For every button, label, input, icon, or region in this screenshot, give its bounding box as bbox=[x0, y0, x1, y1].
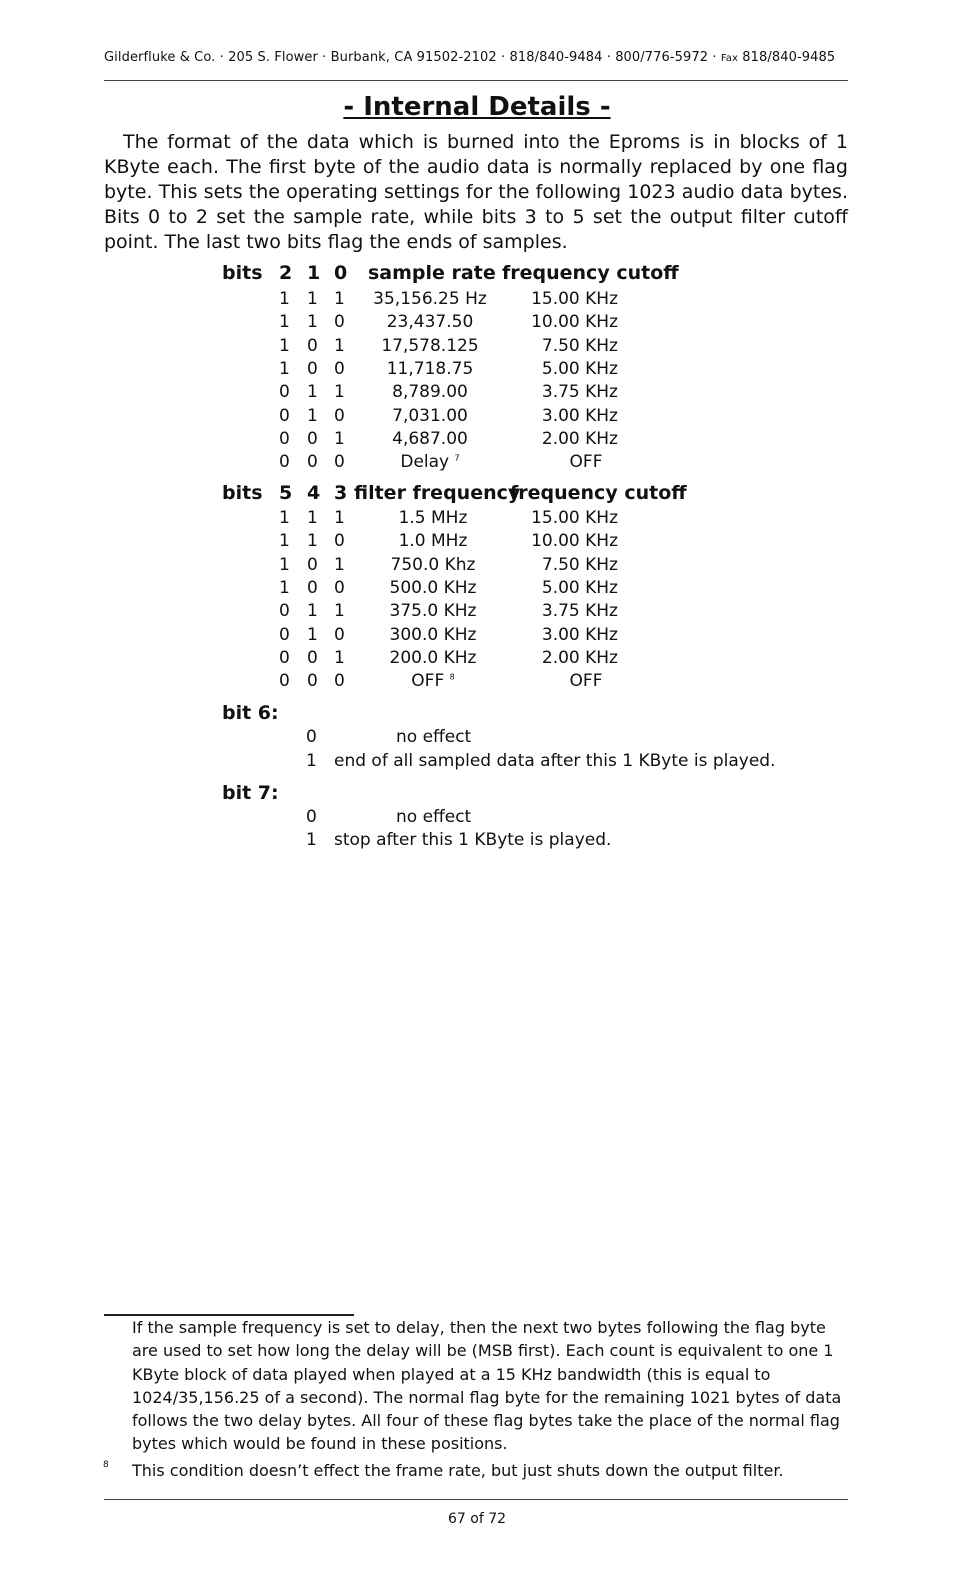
table1-bit-b: 1 bbox=[307, 382, 318, 403]
table2-row bbox=[0, 625, 954, 649]
footnote-7: If the sample frequency is set to delay, then the next two bytes following the flag byte are used to set how long the delay will be (MSB first). Each count is equivalent to one 1 KByte block of data played when played at a 15 KHz bandwidth (this is equal to 1024/35,156.25 of a second). The normal flag byte for the remaining 1021 bytes of data follows the two delay bytes. All four of these flag bytes take the place of the normal flag bytes which would be found in these positions. bbox=[132, 1318, 842, 1454]
bit7-row-text: stop after this 1 KByte is played. bbox=[334, 830, 612, 850]
table2-bit-c: 0 bbox=[334, 577, 345, 598]
table2-bit-b: 1 bbox=[307, 624, 318, 645]
table1-value: 4,687.00 bbox=[392, 428, 468, 449]
table2-bit-c: 1 bbox=[334, 601, 345, 622]
table2-value: 500.0 KHz bbox=[389, 577, 477, 598]
table1-cutoff: OFF bbox=[569, 452, 603, 473]
header-fax-label: Fax bbox=[720, 53, 739, 64]
bit7-row bbox=[0, 807, 954, 831]
table1-row bbox=[0, 359, 954, 383]
table2-row bbox=[0, 555, 954, 579]
bit6-label: bit 6: bbox=[222, 702, 279, 724]
table2-header-value: filter frequency bbox=[354, 482, 521, 504]
table1-cutoff: 3.75 KHz bbox=[541, 382, 618, 403]
bit7-section bbox=[0, 782, 954, 806]
bit6-section bbox=[0, 702, 954, 726]
table2-value-cell bbox=[353, 531, 513, 551]
table1-row bbox=[0, 382, 954, 406]
table2-bit-a: 0 bbox=[279, 647, 290, 668]
table1-bit-a: 0 bbox=[279, 382, 290, 403]
table2-value: 1.5 MHz bbox=[398, 508, 468, 528]
bit6-row-text: no effect bbox=[396, 727, 472, 747]
table2-bit-b: 0 bbox=[307, 554, 318, 575]
table2-footnote-ref: 8 bbox=[449, 672, 455, 682]
table1-bit-c: 0 bbox=[334, 405, 345, 426]
table2-cutoff: 15.00 KHz bbox=[531, 508, 618, 528]
table1-value: 8,789.00 bbox=[392, 382, 468, 403]
header-address: 205 S. Flower bbox=[228, 50, 318, 65]
table2-cutoff: 2.00 KHz bbox=[541, 647, 618, 668]
table1-bit-b: 1 bbox=[307, 405, 318, 426]
table1-bit-a: 0 bbox=[279, 405, 290, 426]
bit7-label: bit 7: bbox=[222, 782, 279, 804]
table2-value: 300.0 KHz bbox=[389, 624, 477, 645]
bit7-row-text: no effect bbox=[396, 807, 472, 827]
header-phone2: 800/776-5972 bbox=[615, 50, 709, 65]
table1-bit-a: 1 bbox=[279, 289, 290, 309]
table1-row bbox=[0, 429, 954, 453]
table2-bit-b: 0 bbox=[307, 647, 318, 668]
table2-bit-b: 1 bbox=[307, 601, 318, 622]
table2-header-bits: bits bbox=[222, 482, 263, 504]
table1-value: 11,718.75 bbox=[386, 358, 474, 379]
table1-cutoff: 7.50 KHz bbox=[541, 335, 618, 356]
table1-cutoff: 5.00 KHz bbox=[541, 358, 618, 379]
table1-bit-b: 1 bbox=[307, 289, 318, 309]
table2-bit-b: 1 bbox=[307, 531, 318, 552]
table2-bit-b: 0 bbox=[307, 577, 318, 598]
table2-cutoff: 3.00 KHz bbox=[541, 624, 618, 645]
table2-bit-a: 1 bbox=[279, 577, 290, 598]
table2-value-cell bbox=[353, 625, 513, 645]
header-phone1: 818/840-9484 bbox=[509, 50, 603, 65]
table2-cutoff: 3.75 KHz bbox=[541, 601, 618, 622]
table2-cutoff: 5.00 KHz bbox=[541, 577, 618, 598]
table2-cutoff: 10.00 KHz bbox=[531, 531, 618, 552]
table1-value-cell bbox=[350, 452, 510, 472]
table1-value: 35,156.25 Hz bbox=[373, 289, 487, 309]
table2-row bbox=[0, 671, 954, 695]
intro-text: The format of the data which is burned into the Eproms is in blocks of 1 KByte each. The first byte of the audio data is normally replaced by one flag byte. This sets the operating settings for the following 1023 audio data bytes. Bits 0 to 2 set the sample rate, while bits 3 to 5 set the output filter cutoff point. The last two bits flag the ends of samples. bbox=[104, 131, 848, 253]
table2-row bbox=[0, 648, 954, 672]
table1-cutoff: 10.00 KHz bbox=[531, 312, 618, 333]
table1-bit-c: 1 bbox=[334, 335, 345, 356]
table2-bit-a: 0 bbox=[279, 671, 290, 692]
table2-bit-c: 1 bbox=[334, 508, 345, 528]
table1-bit-c: 0 bbox=[334, 358, 345, 379]
header-divider bbox=[104, 80, 848, 81]
table1-header-bit0: 0 bbox=[334, 262, 348, 284]
table1-header-bit2: 2 bbox=[279, 262, 293, 284]
table2-header bbox=[0, 482, 954, 506]
header-fax: 818/840-9485 bbox=[742, 50, 836, 65]
table1-row bbox=[0, 336, 954, 360]
table1-header-cutoff: frequency cutoff bbox=[502, 262, 679, 284]
table1-value: 23,437.50 bbox=[386, 312, 474, 333]
table1-cutoff: 3.00 KHz bbox=[541, 405, 618, 426]
table1-bit-b: 1 bbox=[307, 312, 318, 333]
table1-row bbox=[0, 452, 954, 476]
bit6-row-bit: 0 bbox=[306, 727, 317, 747]
page-number: 67 of 72 bbox=[447, 1511, 507, 1527]
table1-bit-c: 1 bbox=[334, 289, 345, 309]
table1-value: 7,031.00 bbox=[392, 405, 468, 426]
table1-value: Delay bbox=[400, 452, 450, 473]
table2-bit-a: 1 bbox=[279, 554, 290, 575]
intro-paragraph bbox=[104, 130, 848, 255]
table2-value: 750.0 Khz bbox=[390, 554, 476, 575]
bit6-row bbox=[0, 751, 954, 775]
bit6-row-bit: 1 bbox=[306, 751, 317, 771]
table2-bit-c: 0 bbox=[334, 671, 345, 692]
footer-divider bbox=[104, 1499, 848, 1500]
table1-value-cell bbox=[350, 429, 510, 449]
table2-bit-c: 0 bbox=[334, 624, 345, 645]
table2-value: 200.0 KHz bbox=[389, 647, 477, 668]
table1-value-cell bbox=[350, 312, 510, 332]
table1-cutoff: 15.00 KHz bbox=[531, 289, 618, 309]
bit7-row-bit: 1 bbox=[306, 830, 317, 850]
table1-bit-b: 0 bbox=[307, 358, 318, 379]
table2-bit-a: 0 bbox=[279, 601, 290, 622]
table1-bit-a: 1 bbox=[279, 335, 290, 356]
table2-value: 1.0 MHz bbox=[398, 531, 468, 552]
table1-value-cell bbox=[350, 382, 510, 402]
table2-value-cell bbox=[353, 648, 513, 668]
table1-row bbox=[0, 289, 954, 313]
table2-row bbox=[0, 601, 954, 625]
table1-value-cell bbox=[350, 359, 510, 379]
table2-value: OFF bbox=[411, 671, 445, 692]
table1-bit-a: 1 bbox=[279, 358, 290, 379]
table1-bit-c: 1 bbox=[334, 382, 345, 403]
table2-value-cell bbox=[353, 578, 513, 598]
bit7-row bbox=[0, 830, 954, 854]
table1-header bbox=[0, 262, 954, 286]
table1-header-value: sample rate bbox=[368, 262, 496, 284]
table2-header-cutoff: frequency cutoff bbox=[510, 482, 687, 504]
table2-header-bit5: 5 bbox=[279, 482, 293, 504]
table2-value: 375.0 KHz bbox=[389, 601, 477, 622]
table1-cutoff: 2.00 KHz bbox=[541, 428, 618, 449]
table1-value-cell bbox=[350, 406, 510, 426]
table1-header-bits: bits bbox=[222, 262, 263, 284]
table1-value-cell bbox=[350, 336, 510, 356]
header-city: Burbank, CA 91502-2102 bbox=[330, 50, 497, 65]
table2-value-cell bbox=[353, 555, 513, 575]
table1-value-cell bbox=[350, 289, 510, 309]
table2-bit-c: 0 bbox=[334, 531, 345, 552]
bit7-row-bit: 0 bbox=[306, 807, 317, 827]
table2-value-cell bbox=[353, 508, 513, 528]
table2-bit-c: 1 bbox=[334, 647, 345, 668]
table1-row bbox=[0, 406, 954, 430]
table2-cutoff: OFF bbox=[569, 671, 603, 692]
table2-row bbox=[0, 578, 954, 602]
table2-bit-b: 0 bbox=[307, 671, 318, 692]
table1-bit-b: 0 bbox=[307, 452, 318, 473]
table1-row bbox=[0, 312, 954, 336]
bit6-row-text: end of all sampled data after this 1 KByte is played. bbox=[334, 751, 776, 771]
table1-bit-c: 0 bbox=[334, 312, 345, 333]
table1-bit-c: 0 bbox=[334, 452, 345, 473]
table1-bit-c: 1 bbox=[334, 428, 345, 449]
table2-bit-a: 1 bbox=[279, 508, 290, 528]
page-header: Gilderfluke & Co. · 205 S. Flower · Burbank, CA 91502-2102 · 818/840-9484 · 800/776-5972 · Fax 818/840-9485 bbox=[104, 50, 836, 65]
table1-bit-b: 0 bbox=[307, 428, 318, 449]
table1-bit-a: 0 bbox=[279, 428, 290, 449]
table1-bit-a: 1 bbox=[279, 312, 290, 333]
table1-footnote-ref: 7 bbox=[454, 453, 460, 463]
footnote-8-mark: 8 bbox=[103, 1460, 109, 1470]
table1-bit-a: 0 bbox=[279, 452, 290, 473]
table2-value-cell bbox=[353, 601, 513, 621]
bit6-row bbox=[0, 727, 954, 751]
page-title: - Internal Details - bbox=[343, 92, 611, 122]
table2-bit-b: 1 bbox=[307, 508, 318, 528]
table2-value-cell bbox=[353, 671, 513, 691]
table2-header-bit4: 4 bbox=[307, 482, 321, 504]
table1-header-bit1: 1 bbox=[307, 262, 321, 284]
header-company: Gilderfluke & Co. bbox=[104, 50, 216, 65]
table1-bit-b: 0 bbox=[307, 335, 318, 356]
footnote-8: This condition doesn’t effect the frame rate, but just shuts down the output filter. bbox=[132, 1461, 784, 1480]
table2-bit-a: 1 bbox=[279, 531, 290, 552]
table2-row bbox=[0, 531, 954, 555]
table1-value: 17,578.125 bbox=[381, 335, 479, 356]
table2-row bbox=[0, 508, 954, 532]
table2-header-bit3: 3 bbox=[334, 482, 348, 504]
table2-cutoff: 7.50 KHz bbox=[541, 554, 618, 575]
table2-bit-c: 1 bbox=[334, 554, 345, 575]
table2-bit-a: 0 bbox=[279, 624, 290, 645]
